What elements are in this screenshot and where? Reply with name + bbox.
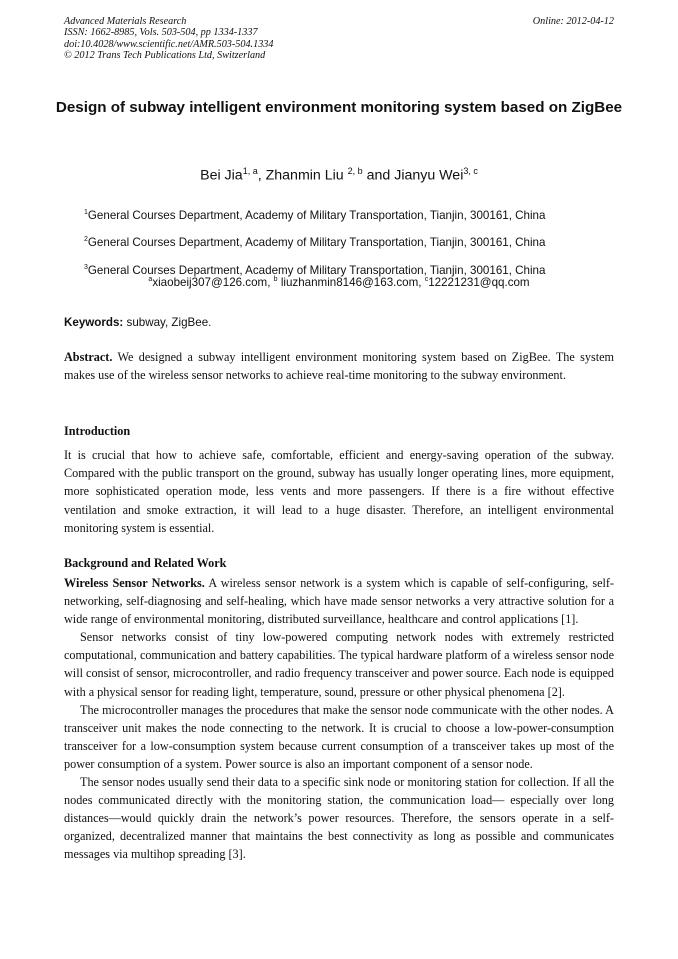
keywords	[64, 316, 614, 329]
paragraph: Sensor networks consist of tiny low-powered computing network nodes with extremely restricted computational, communication and battery capabilities. The typical hardware platform of a wireless sensor node will consist of sensor, microcontroller, and radio frequency transceiver and power source. Each node is equipped with a physical sensor for reading light, temperature, sound, pressure or other physical phenomena [2].	[64, 630, 614, 699]
paragraph-text: A wireless sensor network is a system which is capable of self-configuring, self-networking, self-diagnosing and self-healing, which have made sensor networks a very attractive solution for a wide range of environmental monitoring, distributed surveillance, healthcare and control applications [1].	[64, 576, 614, 627]
author-sup: 1, a	[242, 166, 258, 176]
author-name: Zhanmin Liu	[265, 167, 344, 184]
abstract	[64, 348, 614, 384]
keywords-text: subway, ZigBee.	[126, 316, 212, 329]
keywords-label: Keywords:	[64, 316, 124, 329]
affiliation	[84, 201, 604, 228]
paragraph: The microcontroller manages the procedures that make the sensor node communicate with the other nodes. A transceiver unit makes the node connecting to the network. It is crucial to choose a low-power-consumption transceiver for a low-consumption system because current consumption of a transceiver takes up most of the power consumption of a system. Power source is also an important component of a sensor node.	[64, 702, 614, 771]
email-list: $^a$xiaobeij307@126.com, $^b$ liuzhanmin8146@163.com, $^c$12221231@qq.com	[148, 276, 530, 289]
email-sup: b	[273, 276, 278, 284]
paper-title: Design of subway intelligent environment monitoring system based on ZigBee	[55, 99, 623, 116]
subsection-heading: Wireless Sensor Networks.	[64, 576, 205, 590]
email-sup: c	[424, 276, 429, 284]
abstract-label: Abstract.	[64, 350, 113, 364]
author-separator: and	[362, 167, 395, 184]
introduction-text: It is crucial that how to achieve safe, comfortable, efficient and energy-saving operation of the subway. Compared with the public transport on the ground, subway has usually longer operating lines, more equipment, more sophisticated operation mode, less vents and more passengers. If there is a fire without effective ventilation and smoke extraction, it will lead to a huge disaster. Therefore, an intelligent environmental monitoring system is essential.	[64, 448, 614, 535]
affiliation-text: General Courses Department, Academy of Military Transportation, Tianjin, 300161, China	[87, 263, 546, 277]
affiliation-number: 2	[84, 236, 88, 244]
journal-name: Advanced Materials Research	[64, 16, 187, 27]
author-separator: ,	[257, 167, 266, 184]
affiliation-text: General Courses Department, Academy of Military Transportation, Tianjin, 300161, China	[87, 236, 546, 250]
author-list	[40, 166, 638, 184]
journal-header	[64, 16, 614, 61]
background-body	[64, 574, 614, 864]
doi-line: doi:10.4028/www.scientific.net/AMR.503-504.1334	[64, 38, 274, 50]
author-name: Jianyu Wei	[394, 167, 464, 184]
affiliation-text: General Courses Department, Academy of Military Transportation, Tianjin, 300161, China	[87, 208, 546, 222]
affiliation-list	[84, 201, 604, 283]
affiliation-number: 3	[84, 263, 88, 271]
email-sup: a	[148, 276, 153, 284]
author-name: Bei Jia	[200, 167, 243, 184]
online-date: Online: 2012-04-12	[532, 16, 614, 27]
paragraph: The sensor nodes usually send their data to a specific sink node or monitoring station for collection. If all the nodes communicated directly with the monitoring station, the communication load— especially over long distances—would quickly drain the network’s power resources. Therefore, the sensors operate in a self-organized, decentralized manner that maintains the best connectivity as long as possible and communicates messages via multihop spreading [3].	[64, 775, 614, 862]
affiliation-number: 1	[84, 209, 88, 216]
author-sup: 2, b	[347, 166, 363, 176]
email-address[interactable]: 12221231@qq.com	[428, 276, 530, 289]
introduction-heading: Introduction	[64, 424, 131, 438]
affiliation	[84, 228, 604, 255]
email-address[interactable]: xiaobeij307@126.com	[152, 276, 268, 289]
issn-line: ISSN: 1662-8985, Vols. 503-504, pp 1334-1337	[64, 27, 258, 39]
email-address[interactable]: liuzhanmin8146@163.com	[280, 276, 419, 289]
author-sup: 3, c	[463, 166, 478, 176]
abstract-text: We designed a subway intelligent environment monitoring system based on ZigBee. The system makes use of the wireless sensor networks to achieve real-time monitoring to the subway environment.	[64, 350, 614, 383]
background-heading: Background and Related Work	[64, 556, 227, 570]
copyright-line: © 2012 Trans Tech Publications Ltd, Switzerland	[64, 49, 266, 61]
paragraph	[64, 574, 614, 628]
